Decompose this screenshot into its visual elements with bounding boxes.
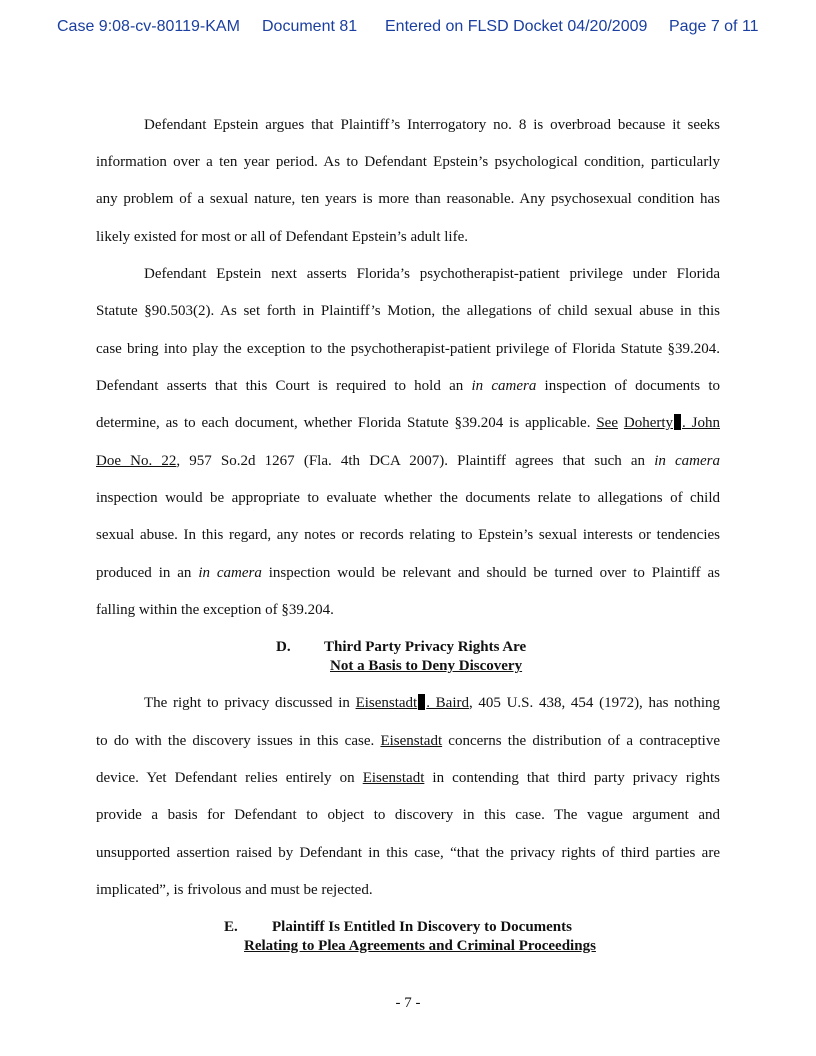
p2-line-10: falling within the exception of §39.204. — [96, 602, 334, 618]
p1-line-3: any problem of a sexual nature, ten years is more than reasonable. Any psychosexual condition has — [96, 191, 720, 207]
p3-line-3: device. Yet Defendant relies entirely on Eisenstadt in contending that third party privacy rights — [96, 770, 720, 786]
p3-line-5: unsupported assertion raised by Defendant in this case, “that the privacy rights of third parties are — [96, 845, 720, 861]
p2-line-1: Defendant Epstein next asserts Florida’s psychotherapist-patient privilege under Florida — [144, 266, 720, 282]
docket-entry-date: Entered on FLSD Docket 04/20/2009 — [385, 18, 648, 35]
p3-line-6: implicated”, is frivolous and must be rejected. — [96, 882, 373, 898]
p2-line-2: Statute §90.503(2). As set forth in Plaintiff’s Motion, the allegations of child sexual abuse in this — [96, 303, 720, 319]
heading-e-letter: E. — [224, 919, 238, 935]
heading-e-line-2: Relating to Plea Agreements and Criminal Proceedings — [244, 938, 596, 954]
p1-line-1: Defendant Epstein argues that Plaintiff’s Interrogatory no. 8 is overbroad because it seeks — [144, 117, 720, 133]
heading-d-line-2: Not a Basis to Deny Discovery — [330, 658, 523, 674]
p3-line-1: The right to privacy discussed in Eisenstadt . Baird, 405 U.S. 438, 454 (1972), has nothing — [144, 695, 721, 711]
p2-line-9: produced in an in camera inspection would be relevant and should be turned over to Plaintiff as — [96, 565, 720, 581]
case-number: Case 9:08-cv-80119-KAM — [57, 18, 240, 35]
citation-doherty: Doherty . John — [623, 415, 720, 431]
heading-d-line-1: Third Party Privacy Rights Are — [324, 639, 527, 655]
document-number: Document 81 — [262, 18, 358, 35]
heading-e-line-1: Plaintiff Is Entitled In Discovery to Documents — [272, 919, 572, 935]
page-number: - 7 - — [395, 995, 421, 1011]
p2-line-4: Defendant asserts that this Court is required to hold an in camera inspection of documents to — [96, 378, 721, 394]
page-of-total: Page 7 of 11 — [669, 18, 759, 35]
citation-see: See — [596, 415, 618, 431]
redaction-block — [674, 414, 681, 430]
redaction-block — [418, 694, 425, 710]
p3-line-4: provide a basis for Defendant to object to discovery in this case. The vague argument and — [96, 807, 720, 823]
p3-line-2: to do with the discovery issues in this case. Eisenstadt concerns the distribution of a contraceptive — [96, 733, 720, 749]
p2-line-6: Doe No. 22, 957 So.2d 1267 (Fla. 4th DCA 2007). Plaintiff agrees that such an in camera — [96, 453, 720, 469]
p1-line-2: information over a ten year period. As to Defendant Epstein’s psychological condition, particularly — [96, 154, 720, 170]
p2-line-7: inspection would be appropriate to evaluate whether the documents relate to allegations of child — [96, 490, 720, 506]
citation-doe: Doe No. 22 — [96, 453, 177, 469]
p2-line-3: case bring into play the exception to the psychotherapist-patient privilege of Florida Statute §39.204. — [96, 341, 720, 357]
p2-line-5: determine, as to each document, whether Florida Statute §39.204 is applicable. See Doherty . John — [96, 415, 720, 431]
heading-d-letter: D. — [276, 639, 291, 655]
p2-line-8: sexual abuse. In this regard, any notes or records relating to Epstein’s sexual interests or tendencies — [96, 527, 720, 543]
citation-eisenstadt: Eisenstadt . Baird — [355, 695, 469, 711]
p1-line-4: likely existed for most or all of Defendant Epstein’s adult life. — [96, 229, 468, 245]
